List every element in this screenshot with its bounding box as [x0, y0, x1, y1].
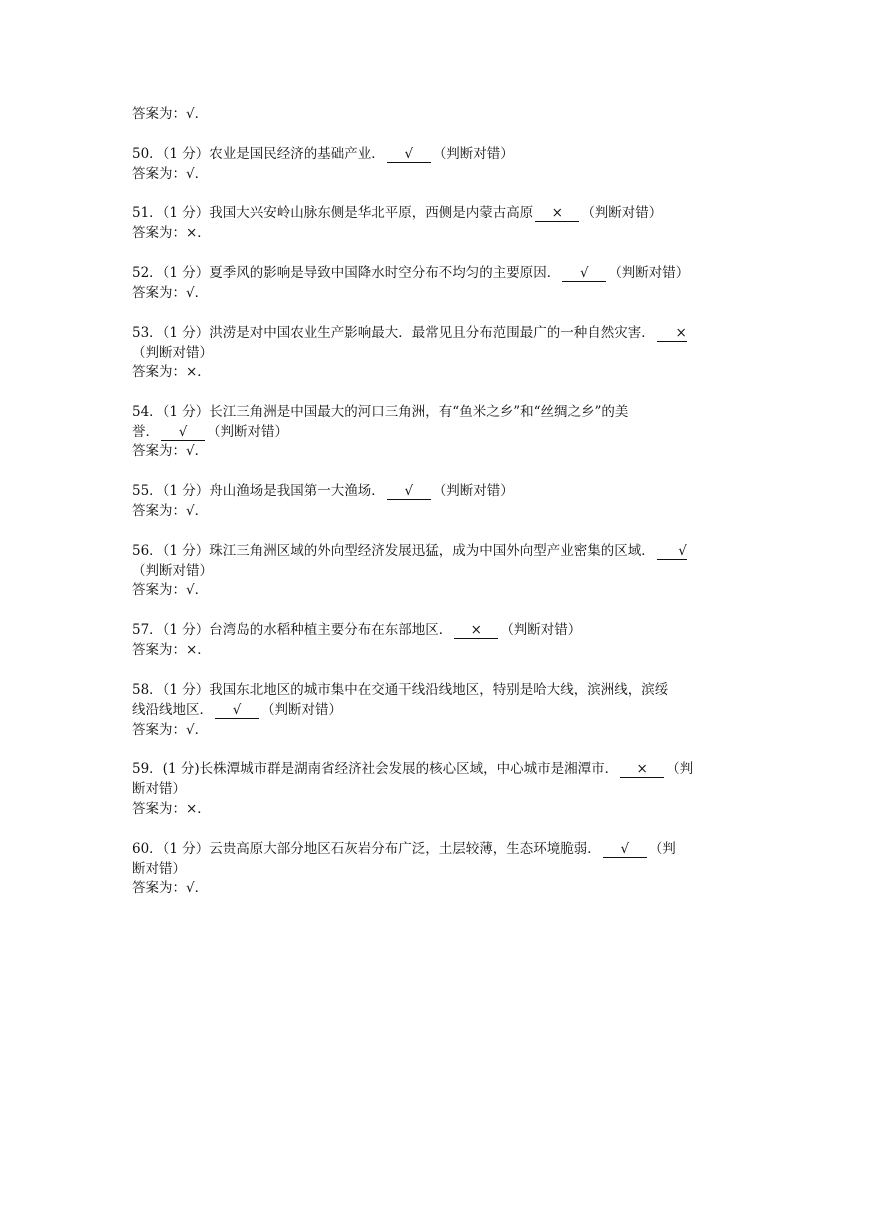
answer-50: 答案为：√．	[132, 166, 209, 182]
answer-49: 答案为：√．	[132, 106, 209, 122]
question-58-line2	[132, 700, 742, 720]
answer-blank: √	[562, 265, 606, 282]
answer-blank: √	[603, 841, 647, 858]
question-suffix: （判	[648, 841, 676, 857]
answer-51: 答案为：×．	[132, 225, 211, 241]
question-text: 56．（1 分）珠江三角洲区域的外向型经济发展迅猛，成为中国外向型产业密集的区域．	[132, 543, 655, 559]
question-text: 50．（1 分）农业是国民经济的基础产业．	[132, 146, 385, 162]
question-53-line2: （判断对错）	[132, 345, 213, 361]
answer-58: 答案为：√．	[132, 722, 209, 738]
answer-blank: √	[387, 483, 431, 500]
question-text: 线沿线地区．	[132, 702, 213, 718]
answer-blank: √	[215, 702, 259, 719]
question-52	[132, 263, 742, 283]
answer-blank: ×	[454, 622, 498, 639]
question-59	[132, 759, 742, 779]
question-suffix: （判断对错）	[500, 622, 582, 638]
question-text: 57．（1 分）台湾岛的水稻种植主要分布在东部地区．	[132, 622, 453, 638]
question-suffix: （判断对错）	[261, 702, 342, 718]
question-suffix: （判断对错）	[207, 424, 288, 440]
question-59-line2: 断对错）	[132, 781, 186, 797]
question-51	[132, 203, 742, 223]
question-text: 誉．	[132, 424, 159, 440]
question-suffix: （判断对错）	[432, 146, 514, 162]
question-text: 51．（1 分）我国大兴安岭山脉东侧是华北平原，西侧是内蒙古高原	[132, 205, 534, 221]
answer-blank: √	[161, 424, 205, 441]
answer-53: 答案为：×．	[132, 364, 211, 380]
answer-54: 答案为：√．	[132, 443, 209, 459]
answer-60: 答案为：√．	[132, 880, 209, 896]
answer-52: 答案为：√．	[132, 285, 209, 301]
question-60-line2: 断对错）	[132, 861, 186, 877]
question-text: 52．（1 分）夏季风的影响是导致中国降水时空分布不均匀的主要原因．	[132, 265, 561, 281]
answer-57: 答案为：×．	[132, 642, 211, 658]
question-53	[132, 323, 742, 343]
question-58: 58．（1 分）我国东北地区的城市集中在交通干线沿线地区，特别是哈大线，滨洲线，滨绥	[132, 682, 669, 698]
question-text: 59．(1 分)长株潭城市群是湖南省经济社会发展的核心区域，中心城市是湘潭市．	[132, 761, 619, 777]
question-60	[132, 839, 742, 859]
question-56-line2: （判断对错）	[132, 563, 213, 579]
question-text: 55．（1 分）舟山渔场是我国第一大渔场．	[132, 483, 385, 499]
question-suffix: （判断对错）	[581, 205, 663, 221]
answer-56: 答案为：√．	[132, 582, 209, 598]
question-text: 60．（1 分）云贵高原大部分地区石灰岩分布广泛，土层较薄，生态环境脆弱．	[132, 841, 601, 857]
answer-blank: ×	[620, 761, 664, 778]
question-suffix: （判断对错）	[608, 265, 690, 281]
question-suffix: （判	[666, 761, 694, 777]
answer-blank: ×	[535, 205, 579, 222]
answer-blank: ×	[657, 325, 687, 342]
answer-blank: √	[657, 543, 687, 560]
question-text: 53．（1 分）洪涝是对中国农业生产影响最大．最常见且分布范围最广的一种自然灾害．	[132, 325, 655, 341]
question-54-line2	[132, 422, 742, 442]
question-suffix: （判断对错）	[432, 483, 514, 499]
question-50	[132, 144, 742, 164]
question-55	[132, 481, 742, 501]
answer-blank: √	[387, 146, 431, 163]
question-56	[132, 541, 742, 561]
answer-59: 答案为：×．	[132, 801, 211, 817]
question-54: 54．（1 分）长江三角洲是中国最大的河口三角洲，有“鱼米之乡”和“丝绸之乡”的美	[132, 404, 629, 420]
question-57	[132, 620, 742, 640]
answer-55: 答案为：√．	[132, 503, 209, 519]
